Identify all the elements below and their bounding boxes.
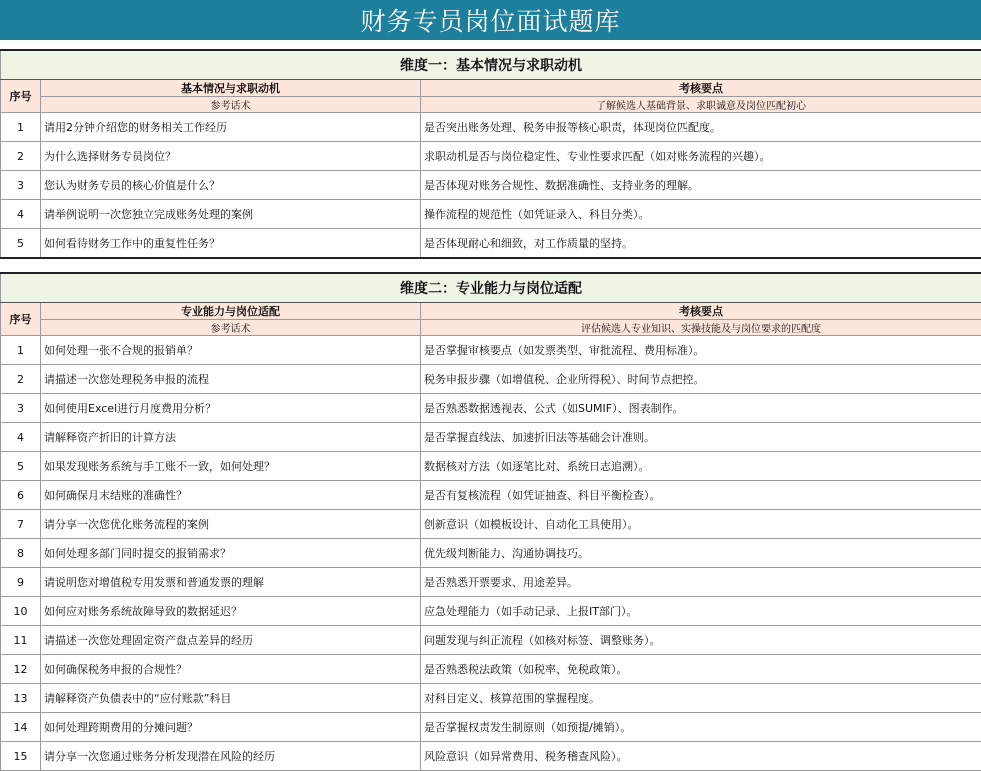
section-1-table [0,49,981,259]
keypoint-cell[interactable]: 是否掌握审核要点（如发票类型、审批流程、费用标准）。 [421,336,981,365]
question-cell[interactable]: 如何处理跨期费用的分摊问题？ [41,713,421,742]
row-number: 5 [1,452,41,481]
keypoint-cell[interactable]: 是否熟悉数据透视表、公式（如SUMIF）、图表制作。 [421,394,981,423]
question-cell[interactable]: 您认为财务专员的核心价值是什么？ [41,171,421,200]
question-cell[interactable]: 如何处理一张不合规的报销单？ [41,336,421,365]
section-heading: 维度一：基本情况与求职动机 [1,50,981,80]
table-row [1,229,981,259]
table-row [1,626,981,655]
row-number: 9 [1,568,41,597]
keypoint-cell[interactable]: 是否体现对账务合规性、数据准确性、支持业务的理解。 [421,171,981,200]
row-number: 6 [1,481,41,510]
table-row [1,597,981,626]
keypoint-cell[interactable]: 数据核对方法（如逐笔比对、系统日志追溯）。 [421,452,981,481]
row-number: 5 [1,229,41,259]
column-sub-question: 参考话术 [41,97,421,113]
keypoint-cell[interactable]: 是否突出账务处理、税务申报等核心职责，体现岗位匹配度。 [421,113,981,142]
row-number: 15 [1,742,41,771]
table-row [1,742,981,771]
table-row [1,365,981,394]
row-number: 7 [1,510,41,539]
row-number: 1 [1,336,41,365]
question-cell[interactable]: 请说明您对增值税专用发票和普通发票的理解 [41,568,421,597]
question-cell[interactable]: 如何处理多部门同时提交的报销需求？ [41,539,421,568]
row-number: 10 [1,597,41,626]
table-row [1,539,981,568]
keypoint-cell[interactable]: 风险意识（如异常费用、税务稽查风险）。 [421,742,981,771]
keypoint-cell[interactable]: 问题发现与纠正流程（如核对标签、调整账务）。 [421,626,981,655]
question-cell[interactable]: 请解释资产负债表中的“应付账款”科目 [41,684,421,713]
row-number: 8 [1,539,41,568]
question-cell[interactable]: 请描述一次您处理税务申报的流程 [41,365,421,394]
keypoint-cell[interactable]: 是否体现耐心和细致，对工作质量的坚持。 [421,229,981,259]
row-number: 4 [1,423,41,452]
question-cell[interactable]: 如果发现账务系统与手工账不一致，如何处理？ [41,452,421,481]
row-number: 3 [1,394,41,423]
table-row [1,171,981,200]
seq-header: 序号 [1,80,41,113]
keypoint-cell[interactable]: 是否掌握权责发生制原则（如预提/摊销）。 [421,713,981,742]
keypoint-cell[interactable]: 创新意识（如模板设计、自动化工具使用）。 [421,510,981,539]
column-sub-question: 参考话术 [41,320,421,336]
seq-header: 序号 [1,303,41,336]
keypoint-cell[interactable]: 操作流程的规范性（如凭证录入、科目分类）。 [421,200,981,229]
question-cell[interactable]: 如何使用Excel进行月度费用分析？ [41,394,421,423]
column-title-keypoints: 考核要点 [421,303,981,320]
row-number: 3 [1,171,41,200]
row-number: 14 [1,713,41,742]
column-title-question: 基本情况与求职动机 [41,80,421,97]
question-cell[interactable]: 如何看待财务工作中的重复性任务？ [41,229,421,259]
section-2-table [0,272,981,771]
table-row [1,568,981,597]
page-title: 财务专员岗位面试题库 [0,0,981,40]
keypoint-cell[interactable]: 是否熟悉税法政策（如税率、免税政策）。 [421,655,981,684]
keypoint-cell[interactable]: 应急处理能力（如手动记录、上报IT部门）。 [421,597,981,626]
table-row [1,336,981,365]
question-cell[interactable]: 请举例说明一次您独立完成账务处理的案例 [41,200,421,229]
table-row [1,200,981,229]
keypoint-cell[interactable]: 是否熟悉开票要求、用途差异。 [421,568,981,597]
table-row [1,713,981,742]
column-title-question: 专业能力与岗位适配 [41,303,421,320]
section-2 [0,272,981,771]
keypoint-cell[interactable]: 是否掌握直线法、加速折旧法等基础会计准则。 [421,423,981,452]
table-row [1,510,981,539]
keypoint-cell[interactable]: 税务申报步骤（如增值税、企业所得税）、时间节点把控。 [421,365,981,394]
row-number: 2 [1,365,41,394]
question-cell[interactable]: 如何应对账务系统故障导致的数据延迟？ [41,597,421,626]
row-number: 12 [1,655,41,684]
section-1 [0,49,981,259]
spacer [0,40,981,48]
column-sub-keypoints: 评估候选人专业知识、实操技能及与岗位要求的匹配度 [421,320,981,336]
question-cell[interactable]: 为什么选择财务专员岗位？ [41,142,421,171]
keypoint-cell[interactable]: 对科目定义、核算范围的掌握程度。 [421,684,981,713]
column-title-keypoints: 考核要点 [421,80,981,97]
keypoint-cell[interactable]: 求职动机是否与岗位稳定性、专业性要求匹配（如对账务流程的兴趣）。 [421,142,981,171]
table-row [1,113,981,142]
row-number: 2 [1,142,41,171]
keypoint-cell[interactable]: 是否有复核流程（如凭证抽查、科目平衡检查）。 [421,481,981,510]
keypoint-cell[interactable]: 优先级判断能力、沟通协调技巧。 [421,539,981,568]
table-row [1,684,981,713]
question-cell[interactable]: 请用2分钟介绍您的财务相关工作经历 [41,113,421,142]
row-number: 13 [1,684,41,713]
question-cell[interactable]: 请分享一次您优化账务流程的案例 [41,510,421,539]
section-heading: 维度二：专业能力与岗位适配 [1,273,981,303]
table-row [1,481,981,510]
table-row [1,423,981,452]
question-cell[interactable]: 如何确保税务申报的合规性？ [41,655,421,684]
row-number: 4 [1,200,41,229]
table-row [1,142,981,171]
column-sub-keypoints: 了解候选人基础背景、求职诚意及岗位匹配初心 [421,97,981,113]
row-number: 1 [1,113,41,142]
row-number: 11 [1,626,41,655]
question-cell[interactable]: 请分享一次您通过账务分析发现潜在风险的经历 [41,742,421,771]
table-row [1,655,981,684]
table-row [1,452,981,481]
question-cell[interactable]: 请描述一次您处理固定资产盘点差异的经历 [41,626,421,655]
question-cell[interactable]: 请解释资产折旧的计算方法 [41,423,421,452]
table-row [1,394,981,423]
question-cell[interactable]: 如何确保月末结账的准确性？ [41,481,421,510]
